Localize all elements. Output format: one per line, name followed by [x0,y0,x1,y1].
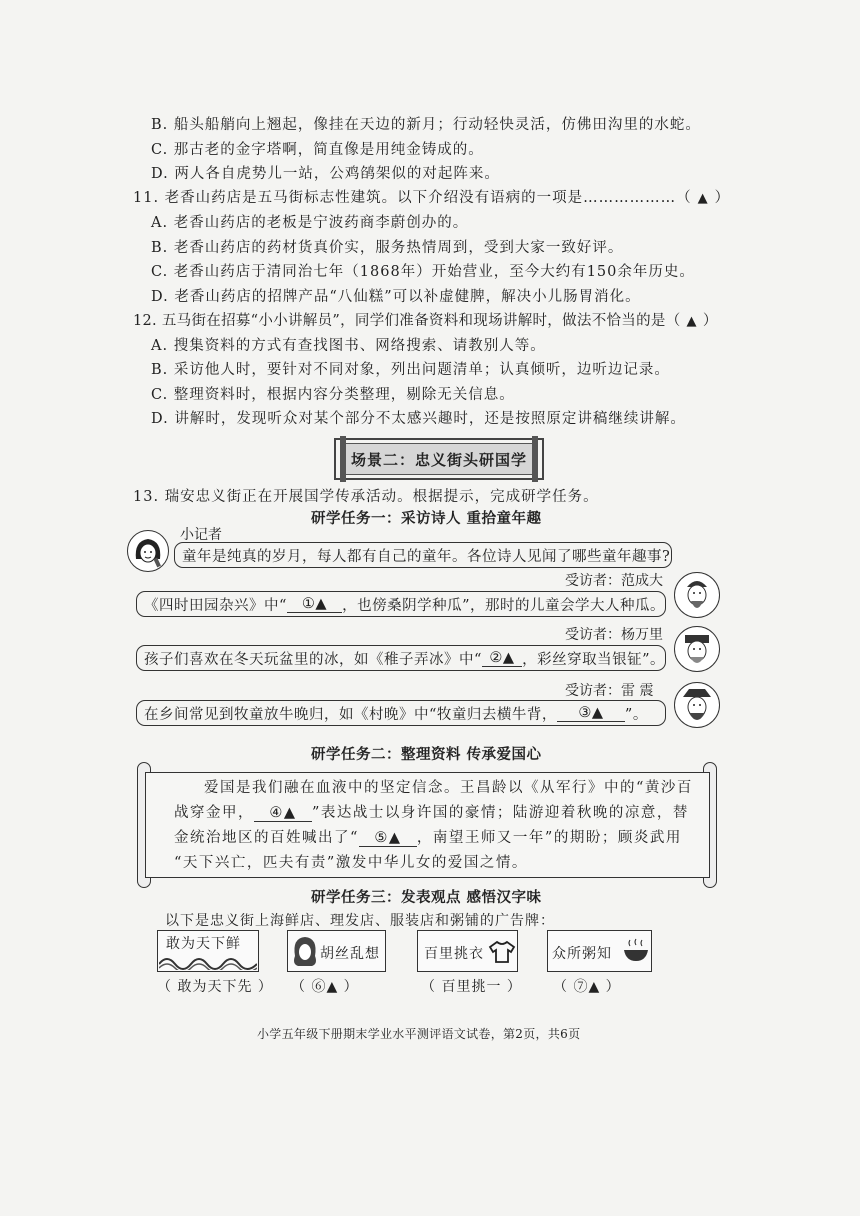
reporter-avatar [127,530,169,572]
scene-title: 场景二：忠义街头研国学 [350,450,527,469]
sign-answer: （ 百里挑一 ） [421,979,522,995]
poet-avatar [674,682,720,728]
sign-answer: （ 敢为天下先 ） [157,979,273,995]
poet-label: 受访者：杨万里 [565,627,663,643]
q12-option-b: B. 采访他人时，要针对不同对象，列出问题清单；认真倾听，边听边记录。 [151,362,670,378]
reporter-question: 童年是纯真的岁月，每人都有自己的童年。各位诗人见闻了哪些童年趣事? [174,542,672,568]
task2-title: 研学任务二：整理资料 传承爱国心 [311,747,542,763]
poet-answer-bubble: 在乡间常见到牧童放牛晚归，如《村晚》中“牧童归去横牛背， ③▲ ”。 [136,700,666,726]
seafood-sign: 敢为天下鲜 [157,930,259,972]
task3-intro: 以下是忠义街上海鲜店、理发店、服装店和粥铺的广告牌： [165,913,555,929]
shirt-icon [488,940,516,964]
q12-option-d: D. 讲解时，发现听众对某个部分不太感兴趣时，还是按照原定讲稿继续讲解。 [151,411,686,427]
answer-blank: ⑤▲ [359,830,417,847]
task3-title: 研学任务三：发表观点 感悟汉字味 [311,890,542,906]
q11-option-b: B. 老香山药店的药材货真价实，服务热情周到，受到大家一致好评。 [151,240,624,256]
reporter-label: 小记者 [180,527,222,543]
q10-option-d: D. 两人各自虎势儿一站，公鸡鹐架似的对起阵来。 [151,166,500,182]
poet-portrait-icon [675,683,719,727]
answer-triangle-icon: ▲ [697,191,709,206]
page-footer: 小学五年级下册期末学业水平测评语文试卷，第2页，共6页 [257,1027,581,1041]
q11-option-a: A. 老香山药店的老板是宁波药商李蔚创办的。 [151,215,469,231]
answer-blank: ③▲ [557,705,625,722]
answer-blank: ④▲ [254,805,312,822]
q12-option-a: A. 搜集资料的方式有查找图书、网络搜索、请教别人等。 [151,338,546,354]
barber-sign: 胡丝乱想 [287,930,386,972]
poet-avatar [674,626,720,672]
q10-option-c: C. 那古老的金字塔啊，简直像是用纯金铸成的。 [151,142,484,158]
poet-avatar [674,572,720,618]
clothing-sign: 百里挑衣 [417,930,518,972]
q11-stem: 11. 老香山药店是五马街标志性建筑。以下介绍没有语病的一项是………………（ ▲ ） [133,190,731,206]
bowl-icon [622,937,650,965]
poet-label: 受访者：范成大 [565,573,663,589]
answer-blank: ①▲ [287,596,342,613]
q12-option-c: C. 整理资料时，根据内容分类整理，剔除无关信息。 [151,387,515,403]
sign-answer-blank: （ ⑦▲ ） [553,979,621,995]
answer-blank: ②▲ [482,650,522,667]
waves-icon [159,952,257,970]
task1-title: 研学任务一：采访诗人 重拾童年趣 [311,511,542,527]
sign-answer-blank: （ ⑥▲ ） [291,979,359,995]
patriotism-scroll: 爱国是我们融在血液中的坚定信念。王昌龄以《从军行》中的“黄沙百 战穿金甲， ④▲ ”表达战士以身许国的豪情；陆游迎着秋晚的凉意，替 金统治地区的百姓喊出了“ ⑤▲ ，南望王师又一年”的期盼；顾炎武用 “天下兴亡，匹夫有责”激发中华儿女的爱国之情。 [145,772,710,878]
q13-stem: 13. 瑞安忠义街正在开展国学传承活动。根据提示，完成研学任务。 [133,489,599,505]
q10-option-b: B. 船头船艄向上翘起，像挂在天边的新月；行动轻快灵活，仿佛田沟里的水蛇。 [151,117,701,133]
answer-triangle-icon: ▲ [686,314,697,329]
poet-portrait-icon [675,573,719,617]
q11-option-d: D. 老香山药店的招牌产品“八仙糕”可以补虚健脾，解决小儿肠胃消化。 [151,289,641,305]
poet-portrait-icon [675,627,719,671]
q11-option-c: C. 老香山药店于清同治七年（1868年）开始营业，至今大约有150余年历史。 [151,264,695,280]
scene-banner [334,438,544,480]
q12-stem: 12. 五马街在招募“小小讲解员”，同学们准备资料和现场讲解时，做法不恰当的是（ ▲ ） [133,313,718,329]
reporter-icon [128,531,168,571]
porridge-sign: 众所粥知 [547,930,652,972]
poet-label: 受访者：雷 震 [565,683,654,699]
poet-answer-bubble: 《四时田园杂兴》中“ ①▲ ，也傍桑阴学种瓜”，那时的儿童会学大人种瓜。 [136,591,666,617]
poet-answer-bubble: 孩子们喜欢在冬天玩盆里的冰，如《稚子弄冰》中“ ②▲ ，彩丝穿取当银钲”。 [136,645,666,671]
hair-head-icon [292,934,318,968]
